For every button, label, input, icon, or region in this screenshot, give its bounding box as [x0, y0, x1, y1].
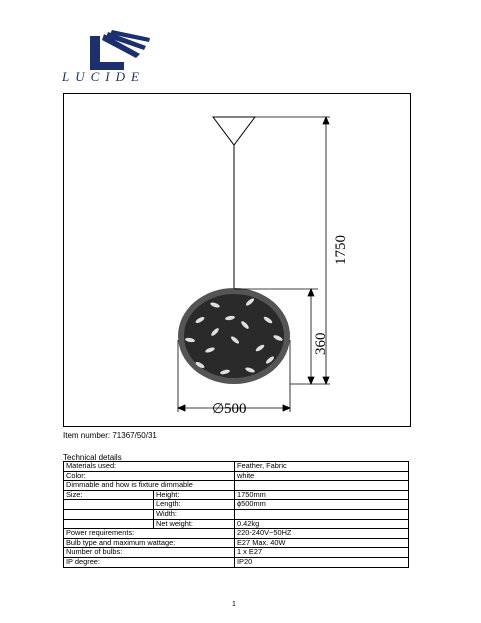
spec-label: Number of bulbs:	[64, 548, 235, 558]
total-height-label: 1750	[333, 235, 349, 265]
spec-sublabel: Width:	[154, 509, 235, 519]
spec-value: E27 Max. 40W	[235, 538, 409, 548]
diameter-symbol: ∅	[212, 402, 225, 417]
page-number: 1	[232, 601, 236, 608]
spec-value	[235, 509, 409, 519]
feather-shade	[178, 288, 290, 384]
item-number: Item number: 71367/50/31	[63, 431, 157, 440]
spec-value: 1 x E27	[235, 548, 409, 558]
spec-label: Materials used:	[64, 462, 235, 472]
spec-sublabel: Height:	[154, 490, 235, 500]
spec-sublabel: Net weight:	[154, 519, 235, 529]
spec-label: Bulb type and maximum wattage:	[64, 538, 235, 548]
spec-label: Color:	[64, 471, 235, 481]
spec-value: Feather, Fabric	[235, 462, 409, 472]
table-row	[64, 548, 409, 558]
spec-value: IP20	[235, 557, 409, 567]
table-row	[64, 481, 409, 491]
ceiling-canopy	[213, 117, 255, 145]
technical-details-title: Technical details	[63, 453, 122, 462]
spec-label: Power requirements:	[64, 529, 235, 539]
spec-value	[235, 481, 409, 491]
spec-value: white	[235, 471, 409, 481]
shade-height-label: 360	[313, 332, 329, 355]
technical-details-table	[63, 461, 409, 568]
spec-label: Size:	[64, 490, 154, 500]
spec-label: IP degree:	[64, 557, 235, 567]
table-row	[64, 557, 409, 567]
table-row	[64, 490, 409, 500]
spec-value: 220-240V~50HZ	[235, 529, 409, 539]
brand-name: LUCIDE	[62, 69, 145, 84]
table-row	[64, 500, 409, 510]
spec-sublabel: Length:	[154, 500, 235, 510]
table-row	[64, 462, 409, 472]
table-row	[64, 529, 409, 539]
spec-value: 1750mm	[235, 490, 409, 500]
spec-value: ϕ500mm	[235, 500, 409, 510]
spec-label: Dimmable and how is fixture dimmable	[64, 481, 235, 491]
spec-value: 0.42kg	[235, 519, 409, 529]
diameter-label: 500	[224, 401, 247, 417]
table-row	[64, 509, 409, 519]
